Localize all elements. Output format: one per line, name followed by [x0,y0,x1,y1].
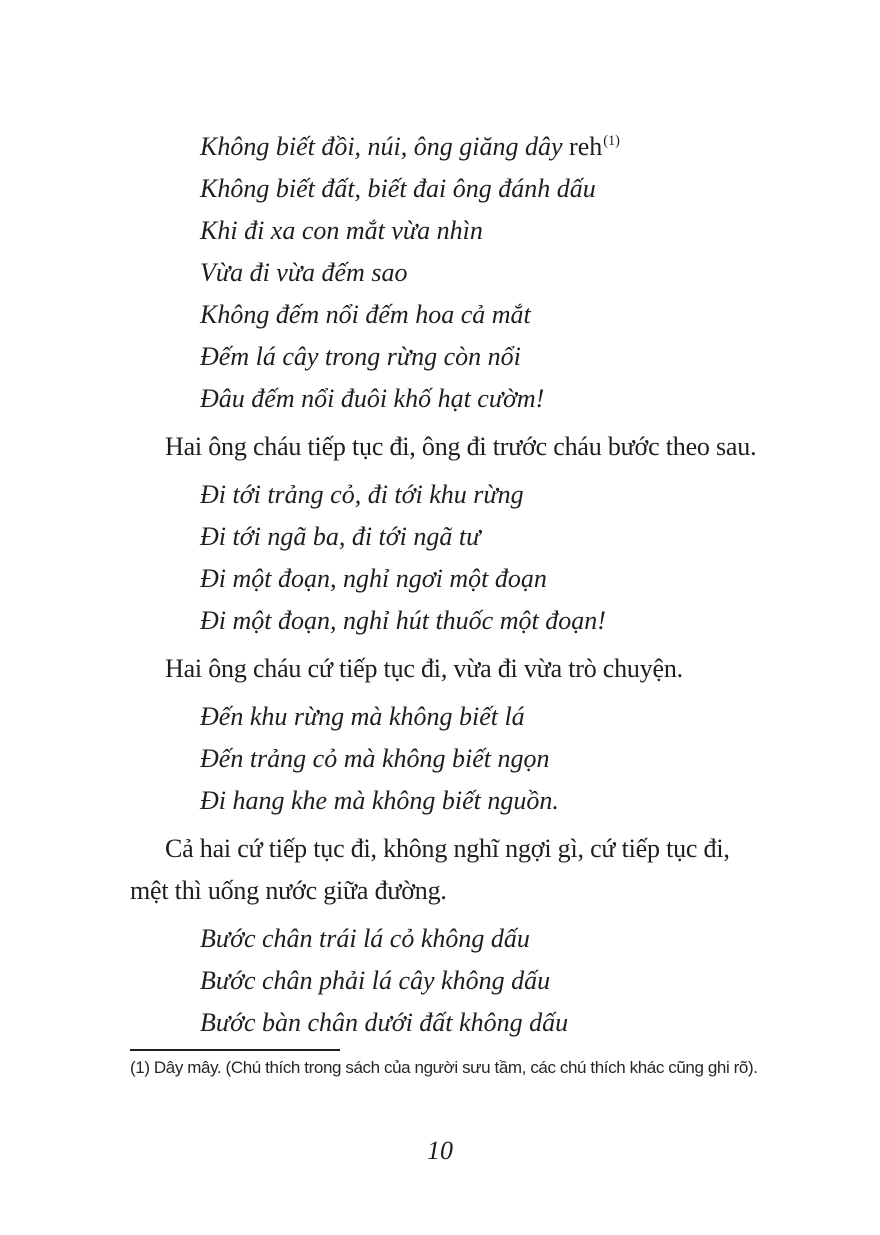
prose-line: mệt thì uống nước giữa đường. [130,876,447,905]
roman-term: reh [569,132,603,161]
prose-line: Cả hai cứ tiếp tục đi, không nghĩ ngợi gì, cứ tiếp tục đi, [165,834,730,863]
verse-line: Khi đi xa con mắt vừa nhìn [200,216,483,245]
verse-stanza [200,918,750,1044]
prose-paragraph [130,648,750,690]
prose-paragraph [130,828,750,912]
prose-line: Hai ông cháu tiếp tục đi, ông đi trước cháu bước theo sau. [165,432,757,461]
verse-line: Đâu đếm nổi đuôi khố hạt cườm! [200,384,545,413]
page-content [130,126,757,1050]
verse-line: Đi hang khe mà không biết nguồn. [200,786,559,815]
verse-line-text: Không biết đồi, núi, ông giăng dây [200,132,570,161]
verse-stanza [200,696,750,822]
verse-line: Không biết đất, biết đai ông đánh dấu [200,174,596,203]
verse-line: Đến trảng cỏ mà không biết ngọn [200,744,550,773]
page-number: 10 [427,1136,453,1165]
footnote-reference: (1) [603,133,620,150]
verse-stanza [200,474,750,642]
verse-line: Vừa đi vừa đếm sao [200,258,408,287]
verse-line: Đi tới ngã ba, đi tới ngã tư [200,522,481,551]
verse-line: Đến khu rừng mà không biết lá [200,702,525,731]
verse-line: Bước chân trái lá cỏ không dấu [200,924,530,953]
footnote-divider [130,1049,340,1051]
verse-line: Không đếm nổi đếm hoa cả mắt [200,300,531,329]
verse-line: Đi một đoạn, nghỉ hút thuốc một đoạn! [200,606,606,635]
verse-line: Bước chân phải lá cây không dấu [200,966,551,995]
verse-line: Đi tới trảng cỏ, đi tới khu rừng [200,480,524,509]
prose-line: Hai ông cháu cứ tiếp tục đi, vừa đi vừa trò chuyện. [165,654,683,683]
verse-line: Đếm lá cây trong rừng còn nổi [200,342,521,371]
verse-line: Đi một đoạn, nghỉ ngơi một đoạn [200,564,547,593]
verse-line [200,126,750,168]
footnote-text: (1) Dây mây. (Chú thích trong sách của người sưu tầm, các chú thích khác cũng ghi rõ). [130,1058,758,1077]
prose-paragraph [130,426,757,468]
verse-stanza [200,126,750,420]
verse-line: Bước bàn chân dưới đất không dấu [200,1008,569,1037]
